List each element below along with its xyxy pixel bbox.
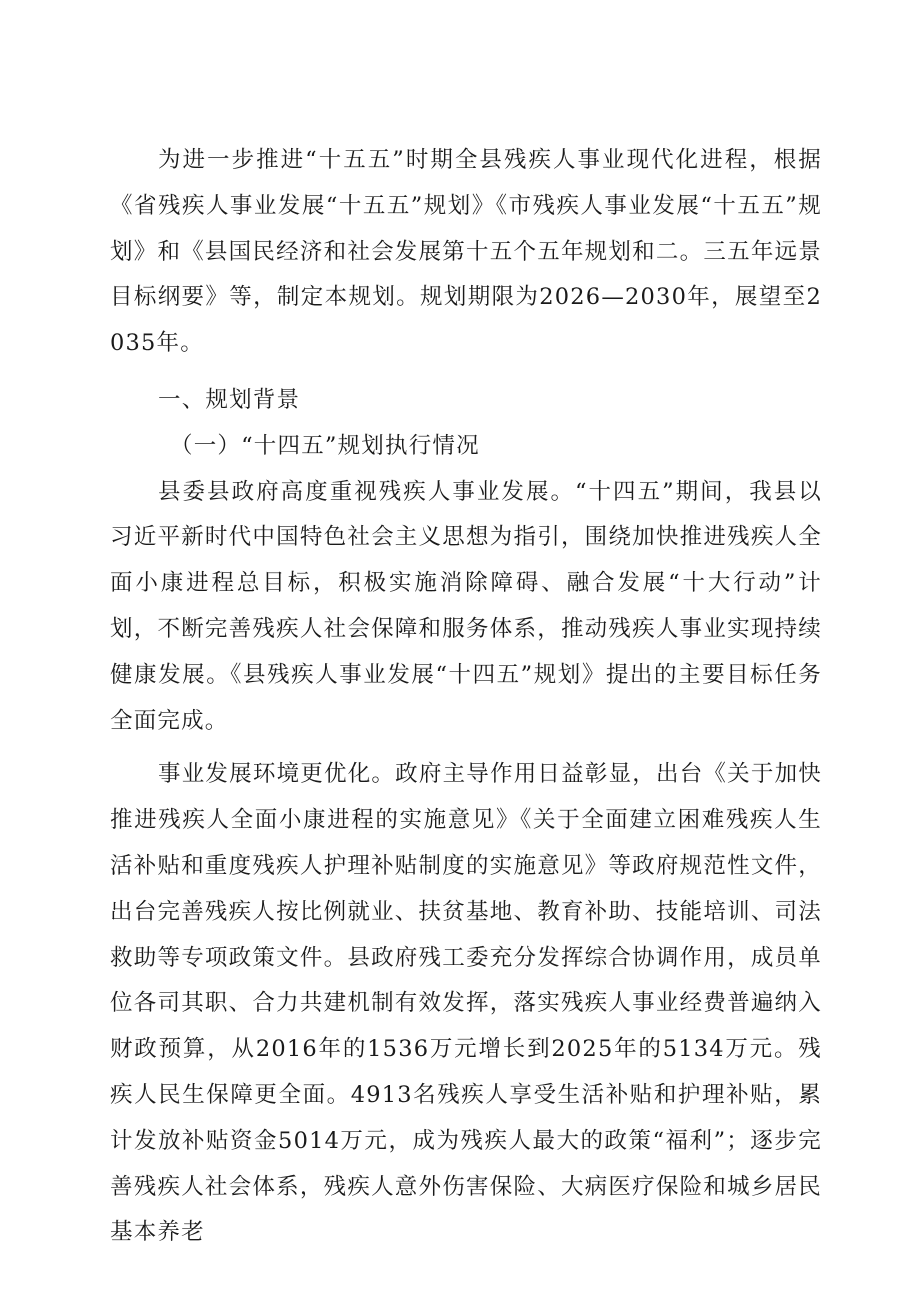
body-paragraph-overview: 县委县政府高度重视残疾人事业发展。“十四五”期间，我县以习近平新时代中国特色社会主义思想为指引，围绕加快推进残疾人全面小康进程总目标，积极实施消除障碍、融合发展“十大行动”计划，不断完善残疾人社会保障和服务体系，推动残疾人事业实现持续健康发展。《县残疾人事业发展“十四五”规划》提出的主要目标任务全面完成。 [110,478,822,734]
subsection-heading-execution: （一）“十四五”规划执行情况 [170,432,480,459]
document-body [110,138,822,1256]
section-heading-background: 一、规划背景 [158,386,301,413]
intro-paragraph: 为进一步推进“十五五”时期全县残疾人事业现代化进程，根据《省残疾人事业发展“十五五”规划》《市残疾人事业发展“十五五”规划》和《县国民经济和社会发展第十五个五年规划和二。三五年远景目标纲要》等，制定本规划。规划期限为2026—2030年，展望至2035年。 [110,147,822,357]
body-paragraph-environment: 事业发展环境更优化。政府主导作用日益彰显，出台《关于加快推进残疾人全面小康进程的实施意见》《关于全面建立困难残疾人生活补贴和重度残疾人护理补贴制度的实施意见》等政府规范性文件，出台完善残疾人按比例就业、扶贫基地、教育补助、技能培训、司法救助等专项政策文件。县政府残工委充分发挥综合协调作用，成员单位各司其职、合力共建机制有效发挥，落实残疾人事业经费普遍纳入财政预算，从2016年的1536万元增长到2025年的5134万元。残疾人民生保障更全面。4913名残疾人享受生活补贴和护理补贴，累计发放补贴资金5014万元，成为残疾人最大的政策“福利”；逐步完善残疾人社会体系，残疾人意外伤害保险、大病医疗保险和城乡居民基本养老 [110,761,822,1246]
